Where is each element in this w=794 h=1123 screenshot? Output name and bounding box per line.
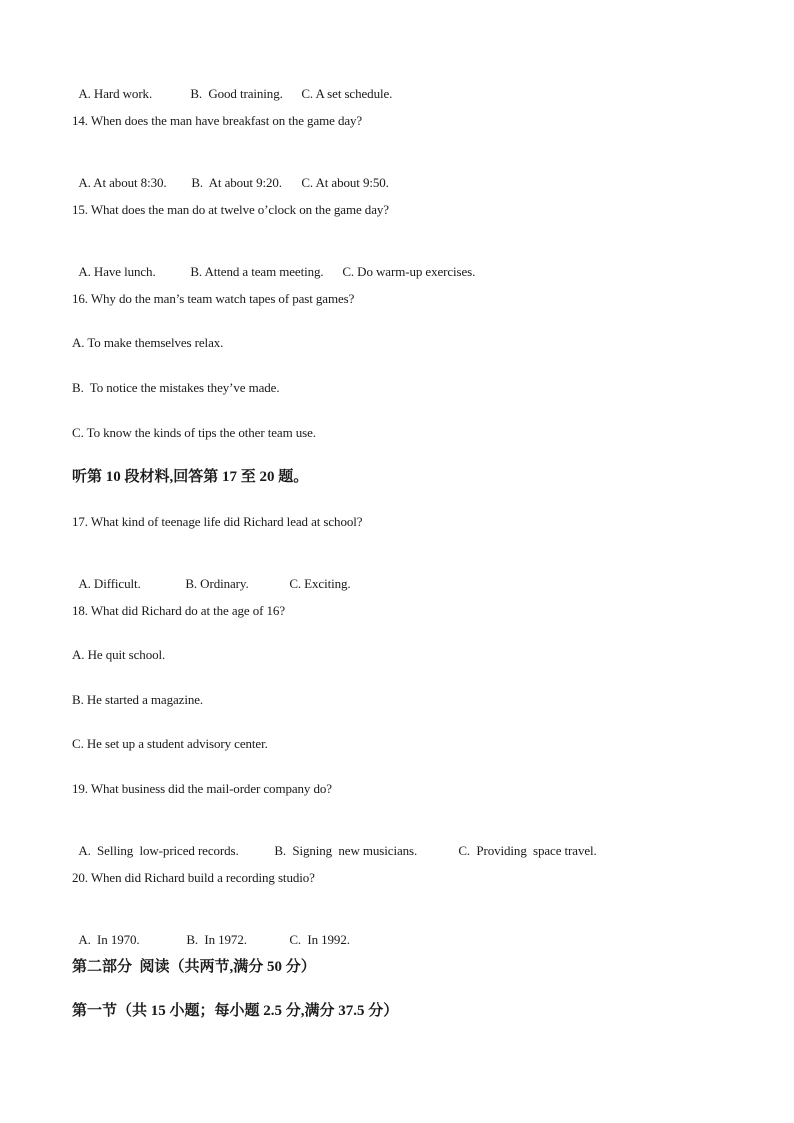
q17-question: 17. What kind of teenage life did Richard lead at school? (72, 514, 363, 529)
q14-options (72, 156, 389, 192)
q13-options (72, 67, 392, 103)
q17-option-c: C. Exciting. (289, 576, 351, 591)
q13-option-c: C. A set schedule. (301, 86, 393, 101)
q20-option-a: A. In 1970. (78, 932, 140, 947)
q13-option-b: B. Good training. (190, 86, 283, 101)
q20-option-c: C. In 1992. (289, 932, 350, 947)
q15-question: 15. What does the man do at twelve o’clock on the game day? (72, 202, 389, 217)
q14-option-b: B. At about 9:20. (191, 175, 282, 190)
q14-question: 14. When does the man have breakfast on the game day? (72, 113, 363, 128)
q16-option-a: A. To make themselves relax. (72, 335, 224, 350)
q17-option-a: A. Difficult. (78, 576, 141, 591)
section-1-heading: 第一节（共 15 小题；每小题 2.5 分,满分 37.5 分） (72, 1003, 399, 1019)
q18-question: 18. What did Richard do at the age of 16? (72, 603, 285, 618)
q19-option-c: C. Providing space travel. (458, 843, 597, 858)
q15-options (72, 245, 475, 281)
q20-option-b: B. In 1972. (186, 932, 247, 947)
q15-option-b: B. Attend a team meeting. (190, 264, 324, 279)
q19-options (72, 824, 597, 860)
q15-option-a: A. Have lunch. (78, 264, 156, 279)
q14-option-a: A. At about 8:30. (78, 175, 167, 190)
q19-option-a: A. Selling low-priced records. (78, 843, 239, 858)
q19-option-b: B. Signing new musicians. (274, 843, 418, 858)
q15-option-c: C. Do warm-up exercises. (342, 264, 476, 279)
q17-option-b: B. Ordinary. (185, 576, 249, 591)
q17-options (72, 557, 351, 593)
q13-option-a: A. Hard work. (78, 86, 153, 101)
q18-option-a: A. He quit school. (72, 647, 166, 662)
q20-options (72, 913, 350, 949)
q18-option-c: C. He set up a student advisory center. (72, 736, 268, 751)
q16-option-c: C. To know the kinds of tips the other team use. (72, 425, 316, 440)
q16-question: 16. Why do the man’s team watch tapes of past games? (72, 291, 355, 306)
part-2-heading: 第二部分 阅读（共两节,满分 50 分） (72, 959, 316, 975)
q19-question: 19. What business did the mail-order company do? (72, 781, 332, 796)
q16-option-b: B. To notice the mistakes they’ve made. (72, 380, 280, 395)
section-10-heading: 听第 10 段材料,回答第 17 至 20 题。 (72, 469, 309, 485)
q20-question: 20. When did Richard build a recording studio? (72, 870, 315, 885)
q18-option-b: B. He started a magazine. (72, 692, 204, 707)
q14-option-c: C. At about 9:50. (301, 175, 389, 190)
